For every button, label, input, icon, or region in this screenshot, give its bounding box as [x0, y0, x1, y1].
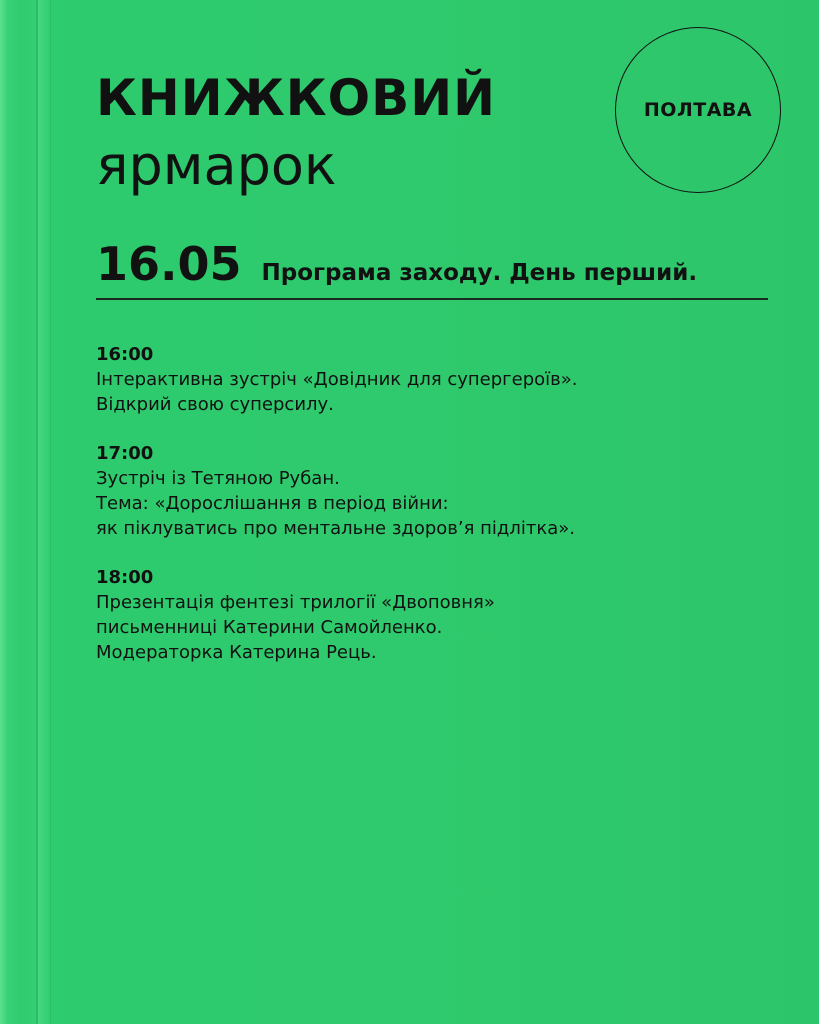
schedule-time: 17:00: [96, 443, 154, 464]
title-line-light: ярмарок: [96, 134, 337, 197]
schedule-text: Відкрий свою суперсилу.: [96, 394, 334, 415]
schedule-text: Презентація фентезі трилогії «Двоповня»: [96, 592, 495, 613]
city-badge: [615, 27, 781, 193]
divider-line: [96, 298, 768, 300]
date-heading: [96, 236, 697, 292]
schedule-text: Зустріч із Тетяною Рубан.: [96, 468, 340, 489]
event-date: 16.05: [96, 237, 242, 291]
program-subtitle: Програма заходу. День перший.: [261, 260, 698, 286]
schedule-text: як піклуватись про ментальне здоров’я підлітка».: [96, 518, 576, 539]
cover-spine-highlight: [0, 0, 8, 1024]
cover-spine: [8, 0, 36, 1024]
schedule-time: 18:00: [96, 567, 154, 588]
schedule-text: Модераторка Катерина Рець.: [96, 642, 377, 663]
cover-spine-fold: [50, 0, 51, 1024]
schedule-text: Тема: «Дорослішання в період війни:: [96, 493, 449, 514]
title-line-bold: КНИЖКОВИЙ: [96, 69, 496, 127]
schedule-item: [96, 565, 786, 665]
schedule-item: [96, 342, 786, 417]
schedule-time: 16:00: [96, 344, 154, 365]
schedule: [96, 342, 786, 689]
schedule-item: [96, 441, 786, 541]
cover-spine-edge: [38, 0, 50, 1024]
schedule-text: Інтерактивна зустріч «Довідник для супергероїв».: [96, 369, 578, 390]
city-label: ПОЛТАВА: [643, 99, 753, 121]
schedule-text: письменниці Катерини Самойленко.: [96, 617, 443, 638]
